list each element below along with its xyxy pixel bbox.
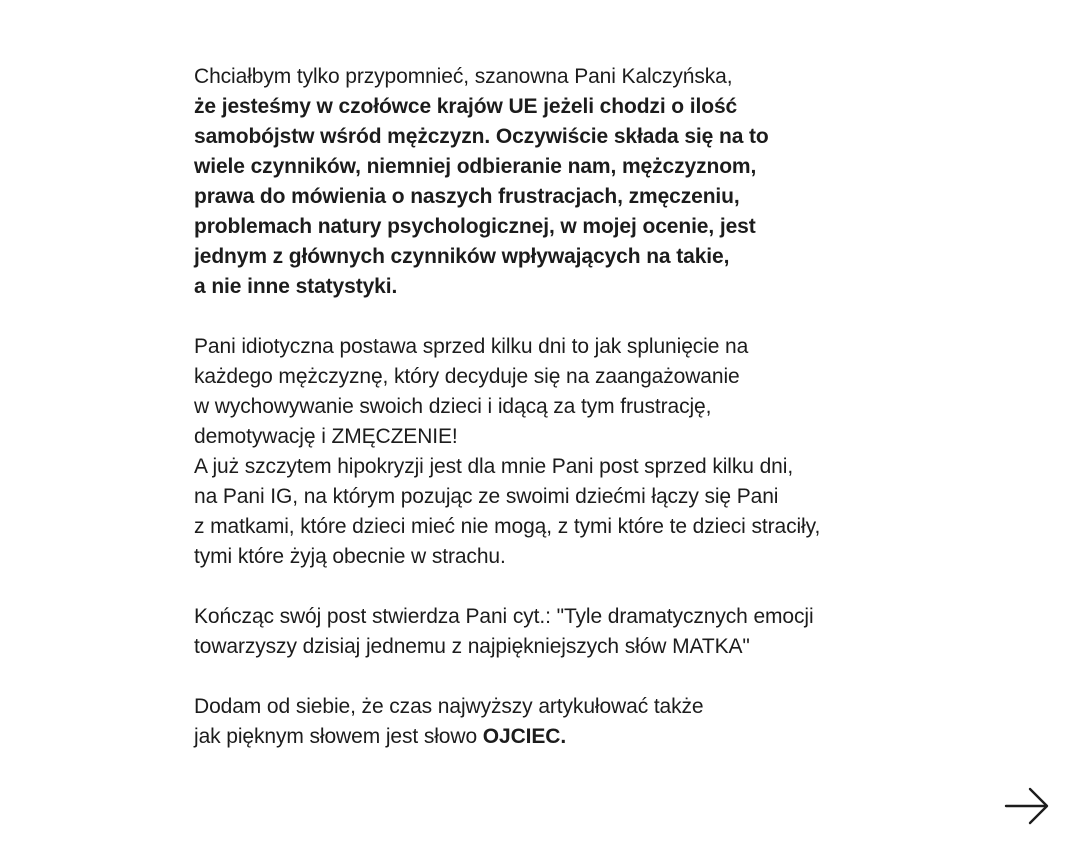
- text-line: w wychowywanie swoich dzieci i idącą za tym frustrację,: [194, 395, 712, 418]
- post-text: [194, 62, 894, 782]
- emphasis-ojciec: OJCIEC.: [482, 725, 567, 748]
- text-line: problemach natury psychologicznej, w mojej ocenie, jest: [194, 215, 756, 238]
- text-line: Dodam od siebie, że czas najwyższy artykułować także: [194, 695, 704, 718]
- arrow-right-icon: [1004, 786, 1050, 826]
- paragraph-3: [194, 602, 894, 662]
- text-line: A już szczytem hipokryzji jest dla mnie Pani post sprzed kilku dni,: [194, 455, 794, 478]
- text-line: każdego mężczyznę, który decyduje się na zaangażowanie: [194, 365, 740, 388]
- text-line: że jesteśmy w czołówce krajów UE jeżeli chodzi o ilość: [194, 95, 738, 118]
- paragraph-2: [194, 332, 894, 572]
- text-line: Pani idiotyczna postawa sprzed kilku dni to jak splunięcie na: [194, 335, 749, 358]
- text-line: na Pani IG, na którym pozując ze swoimi dziećmi łączy się Pani: [194, 485, 779, 508]
- text-line: a nie inne statystyki.: [194, 275, 398, 298]
- text-line: samobójstw wśród mężczyzn. Oczywiście składa się na to: [194, 125, 769, 148]
- text-line-start: jak pięknym słowem jest słowo: [194, 725, 483, 748]
- text-line: [194, 722, 894, 752]
- text-line: jednym z głównych czynników wpływających na takie,: [194, 245, 730, 268]
- paragraph-4: [194, 692, 894, 752]
- text-line: wiele czynników, niemniej odbieranie nam, mężczyznom,: [194, 155, 757, 178]
- text-line: Kończąc swój post stwierdza Pani cyt.: "Tyle dramatycznych emocji: [194, 605, 814, 628]
- text-line: z matkami, które dzieci mieć nie mogą, z tymi które te dzieci straciły,: [194, 515, 821, 538]
- paragraph-1: [194, 62, 894, 302]
- text-line: tymi które żyją obecnie w strachu.: [194, 545, 506, 568]
- text-line: prawa do mówienia o naszych frustracjach, zmęczeniu,: [194, 185, 740, 208]
- text-line: towarzyszy dzisiaj jednemu z najpiękniejszych słów MATKA": [194, 635, 750, 658]
- text-line: demotywację i ZMĘCZENIE!: [194, 425, 458, 448]
- next-button[interactable]: [1004, 786, 1050, 826]
- text-line: Chciałbym tylko przypomnieć, szanowna Pani Kalczyńska,: [194, 65, 733, 88]
